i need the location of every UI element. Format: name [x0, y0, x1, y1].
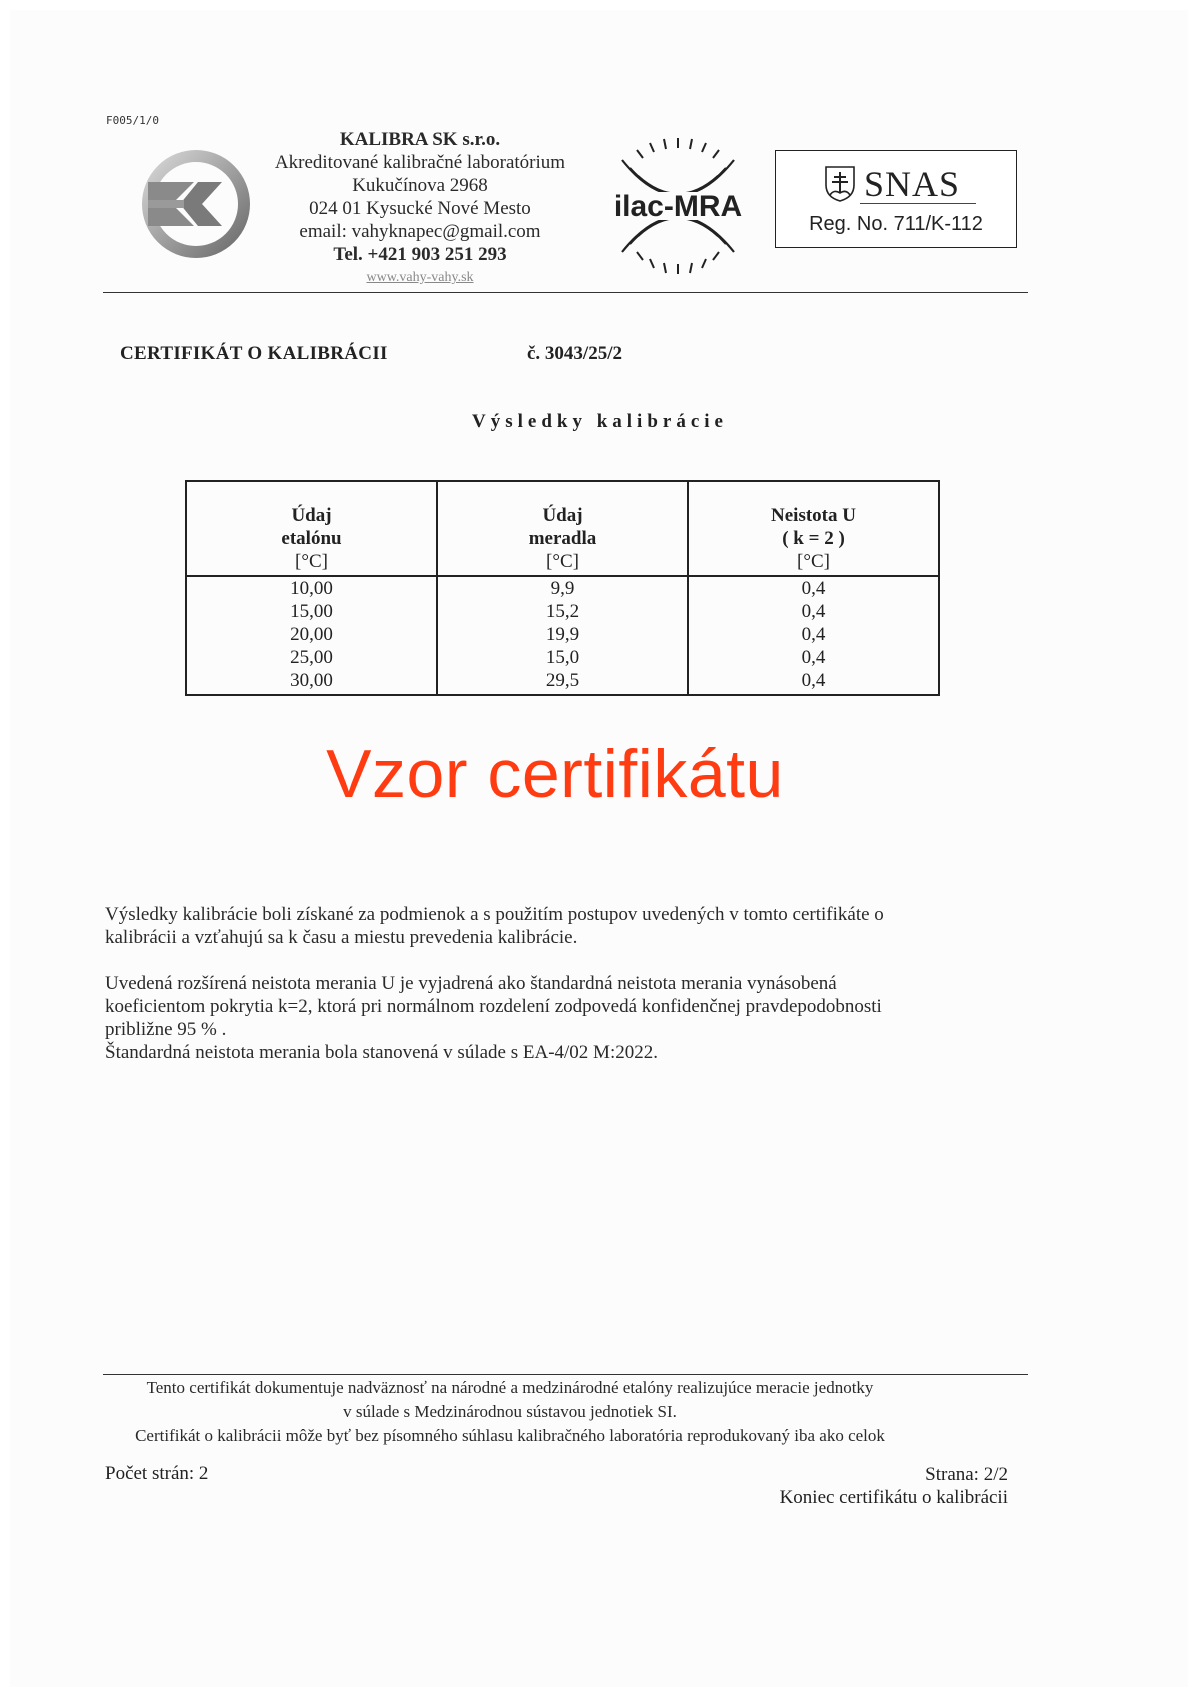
- header-unit: [°C]: [546, 551, 579, 572]
- header-line: Údaj: [542, 505, 583, 526]
- table-cell: 0,4: [688, 576, 939, 600]
- footer-line: v súlade s Medzinárodnou sústavou jednotiek SI.: [343, 1402, 677, 1421]
- table-cell: 15,0: [437, 646, 688, 669]
- table-row: [186, 669, 939, 695]
- header-line: Údaj: [291, 505, 332, 526]
- certificate-end-note: Koniec certifikátu o kalibrácii: [779, 1487, 1008, 1508]
- lab-email: email: vahyknapec@gmail.com: [299, 221, 541, 242]
- table-cell: 0,4: [688, 646, 939, 669]
- table-cell: 25,00: [186, 646, 437, 669]
- table-row: [186, 646, 939, 669]
- page-info: [700, 1463, 1008, 1509]
- form-code: F005/1/0: [106, 114, 159, 127]
- snas-divider: [860, 203, 976, 204]
- certificate-title: CERTIFIKÁT O KALIBRÁCII: [120, 343, 388, 364]
- calibration-results-table: [185, 480, 940, 696]
- table-header-row: [186, 481, 939, 576]
- header-reference-value: [186, 481, 437, 576]
- footer-divider: [103, 1374, 1028, 1375]
- table-cell: 30,00: [186, 669, 437, 695]
- table-cell: 0,4: [688, 669, 939, 695]
- notes-text: Výsledky kalibrácie boli získané za podmienok a s použitím postupov uvedených v tomto certifikáte o kalibrácii a vzťahujú sa k času a miestu prevedenia kalibrácie.: [105, 904, 884, 948]
- table-cell: 15,2: [437, 600, 688, 623]
- ilac-mra-label: ilac-MRA: [613, 190, 743, 223]
- footer-line: Certifikát o kalibrácii môže byť bez písomného súhlasu kalibračného laboratória reprodukovaný iba ako celok: [135, 1426, 885, 1445]
- table-row: [186, 600, 939, 623]
- header-uncertainty: [688, 481, 939, 576]
- snas-title: SNAS: [864, 164, 961, 204]
- table-cell: 0,4: [688, 623, 939, 646]
- lab-address-block: [270, 128, 570, 289]
- header-divider: [103, 292, 1028, 293]
- table-cell: 0,4: [688, 600, 939, 623]
- certificate-number: č. 3043/25/2: [527, 343, 622, 364]
- footer-statement: [100, 1376, 920, 1448]
- header-line: etalónu: [281, 528, 342, 549]
- header-unit: [°C]: [295, 551, 328, 572]
- snas-accreditation-box: [775, 150, 1017, 248]
- lab-street: Kukučínova 2968: [352, 175, 488, 196]
- table-cell: 29,5: [437, 669, 688, 695]
- header-unit: [°C]: [797, 551, 830, 572]
- table-row: [186, 576, 939, 600]
- results-title: Výsledky kalibrácie: [472, 411, 728, 432]
- table-cell: 10,00: [186, 576, 437, 600]
- header-line: ( k = 2 ): [782, 528, 845, 549]
- lab-phone: Tel. +421 903 251 293: [333, 244, 507, 265]
- notes-text: Štandardná neistota merania bola stanovená v súlade s EA-4/02 M:2022.: [105, 1042, 658, 1063]
- notes-paragraph-2: [105, 972, 925, 1064]
- footer-line: Tento certifikát dokumentuje nadväznosť na národné a medzinárodné etalóny realizujúce meracie jednotky: [146, 1378, 874, 1397]
- lab-accreditation: Akreditované kalibračné laboratórium: [274, 152, 566, 173]
- lab-city: 024 01 Kysucké Nové Mesto: [309, 198, 531, 219]
- notes-paragraph-1: [105, 903, 925, 949]
- lab-name: KALIBRA SK s.r.o.: [339, 129, 501, 150]
- kalibra-sk-logo-icon: [140, 148, 252, 265]
- snas-reg-number: Reg. No. 711/K-112: [809, 213, 983, 235]
- table-cell: 9,9: [437, 576, 688, 600]
- notes-text: Uvedená rozšírená neistota merania U je vyjadrená ako štandardná neistota merania vynásobená koeficientom pokrytia k=2, ktorá pri normálnom rozdelení zodpovedá konfidenčnej pravdepodobnosti približne 95 % .: [105, 973, 882, 1040]
- header-line: meradla: [528, 528, 597, 549]
- table-cell: 19,9: [437, 623, 688, 646]
- page-count: Počet strán: 2: [105, 1463, 209, 1484]
- page-number: Strana: 2/2: [925, 1464, 1008, 1485]
- table-row: [186, 623, 939, 646]
- header-line: Neistota U: [771, 505, 856, 526]
- header-instrument-value: [437, 481, 688, 576]
- sample-watermark: Vzor certifikátu: [326, 736, 784, 812]
- slovak-crest-icon: [824, 165, 856, 208]
- lab-website-link[interactable]: www.vahy-vahy.sk: [366, 270, 474, 285]
- table-cell: 20,00: [186, 623, 437, 646]
- table-cell: 15,00: [186, 600, 437, 623]
- ilac-mra-seal-icon: [604, 136, 752, 281]
